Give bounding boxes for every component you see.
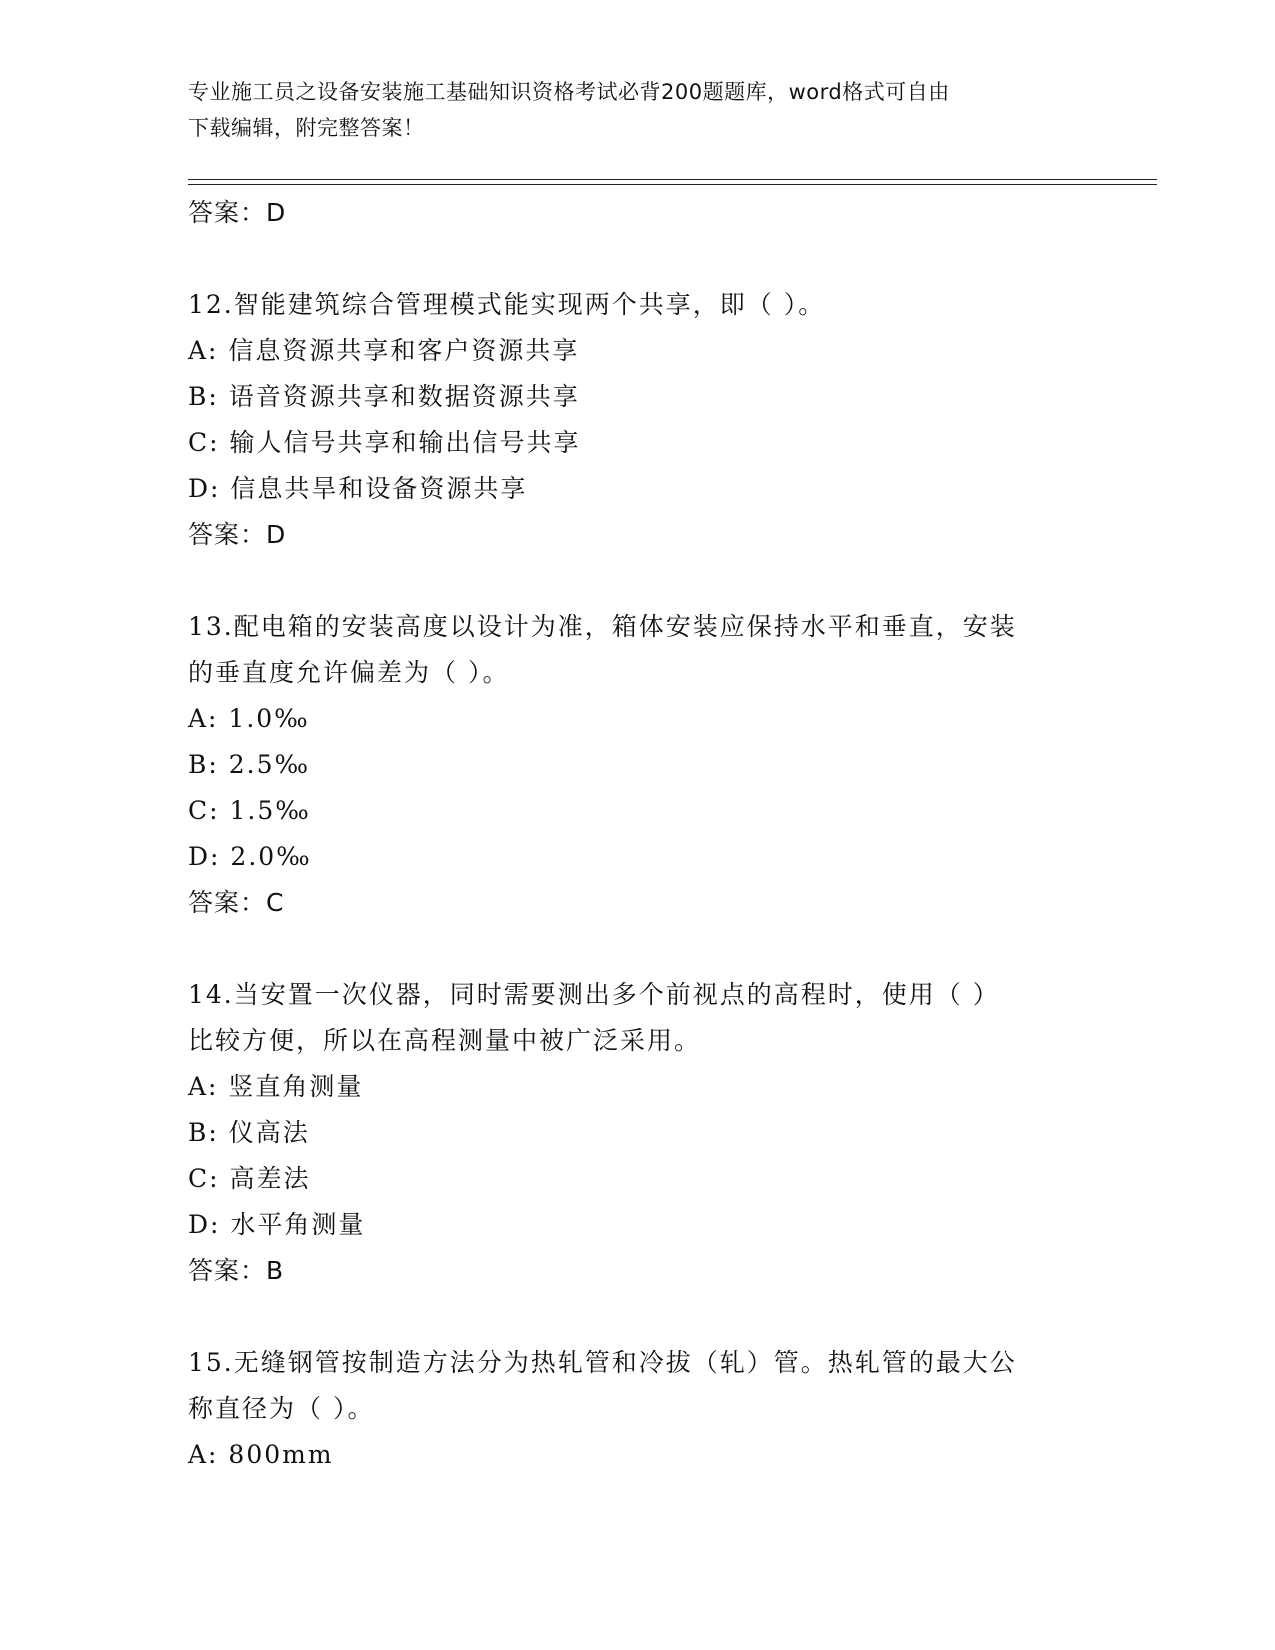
option-d: D: 信息共旱和设备资源共享 bbox=[188, 474, 528, 503]
option-c: C: 输人信号共享和输出信号共享 bbox=[188, 428, 581, 457]
question-stem-continued: 的垂直度允许偏差为（ ）。 bbox=[188, 658, 510, 687]
answer: 答案：D bbox=[188, 520, 287, 549]
answer: 答案：C bbox=[188, 888, 285, 917]
question-12 bbox=[188, 282, 1088, 558]
option-c: C: 高差法 bbox=[188, 1164, 311, 1193]
option-d: D: 2.0‰ bbox=[188, 842, 312, 871]
question-stem: 12.智能建筑综合管理模式能实现两个共享，即（ ）。 bbox=[188, 290, 826, 319]
option-b: B: 仪高法 bbox=[188, 1118, 310, 1147]
question-14 bbox=[188, 972, 1088, 1294]
question-stem-continued: 称直径为（ ）。 bbox=[188, 1394, 375, 1423]
question-15 bbox=[188, 1340, 1088, 1478]
header-line-1: 专业施工员之设备安装施工基础知识资格考试必背200题题库，word格式可自由 bbox=[188, 80, 950, 104]
option-a: A: 竖直角测量 bbox=[188, 1072, 364, 1101]
option-d: D: 水平角测量 bbox=[188, 1210, 366, 1239]
option-c: C: 1.5‰ bbox=[188, 796, 311, 825]
question-stem: 14.当安置一次仪器，同时需要测出多个前视点的高程时，使用（ ） bbox=[188, 980, 1000, 1009]
option-a: A: 800mm bbox=[188, 1440, 334, 1469]
header-line-2: 下载编辑，附完整答案！ bbox=[188, 116, 425, 140]
document-body bbox=[188, 190, 1088, 1478]
option-a: A: 1.0‰ bbox=[188, 704, 310, 733]
option-b: B: 2.5‰ bbox=[188, 750, 311, 779]
question-stem: 13.配电箱的安装高度以设计为准，箱体安装应保持水平和垂直，安装 bbox=[188, 612, 1017, 641]
header-divider bbox=[188, 179, 1157, 185]
question-13 bbox=[188, 604, 1088, 926]
question-stem: 15.无缝钢管按制造方法分为热轧管和冷拔（轧）管。热轧管的最大公 bbox=[188, 1348, 1017, 1377]
question-stem-continued: 比较方便，所以在高程测量中被广泛采用。 bbox=[188, 1026, 702, 1055]
previous-answer: 答案：D bbox=[188, 198, 287, 227]
answer: 答案：B bbox=[188, 1256, 285, 1285]
option-a: A: 信息资源共享和客户资源共享 bbox=[188, 336, 580, 365]
option-b: B: 语音资源共享和数据资源共享 bbox=[188, 382, 580, 411]
document-header bbox=[188, 74, 1088, 146]
